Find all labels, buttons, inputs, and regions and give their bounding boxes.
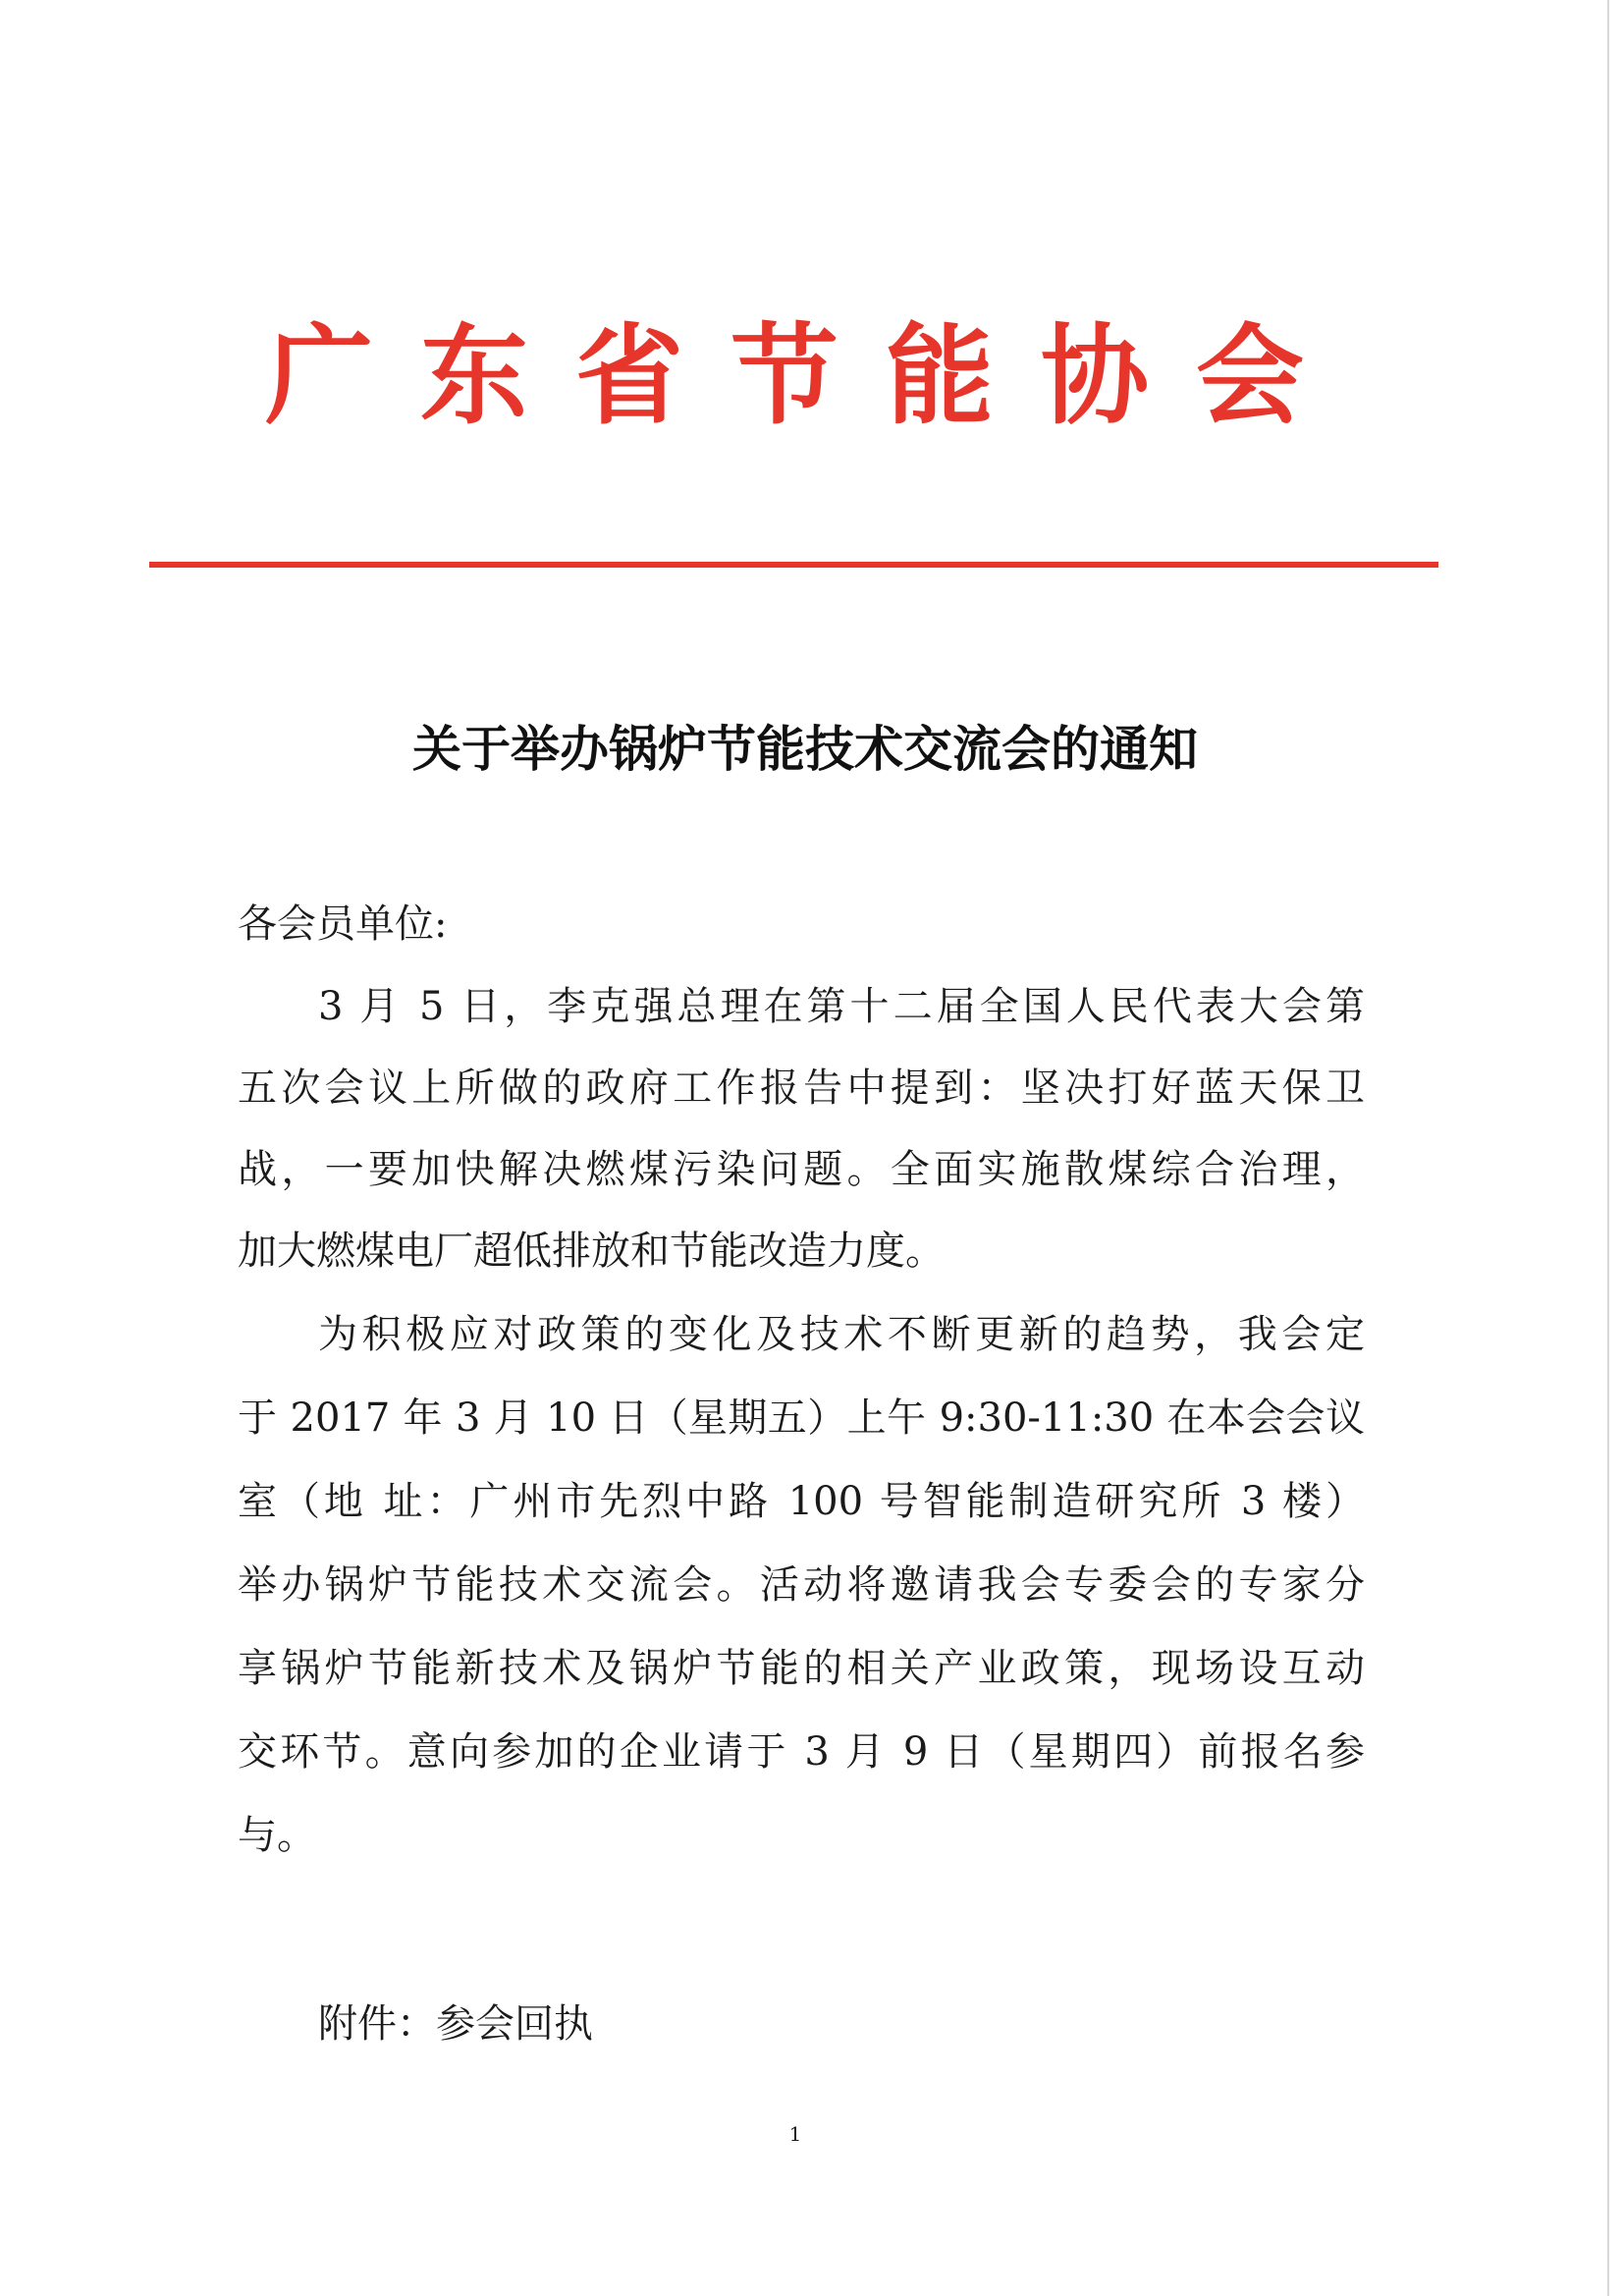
paragraph-1-line-1: 3 月 5 日，李克强总理在第十二届全国人民代表大会第	[318, 984, 1365, 1029]
salutation: 各会员单位:	[238, 902, 448, 947]
attachment-note: 附件：参会回执	[318, 2001, 593, 2047]
header-rule	[149, 562, 1438, 568]
paragraph-1-line-4: 加大燃煤电厂超低排放和节能改造力度。	[238, 1229, 945, 1274]
paragraph-2-line-5: 享锅炉节能新技术及锅炉节能的相关产业政策，现场设互动	[238, 1646, 1365, 1691]
document-title: 关于举办锅炉节能技术交流会的通知	[412, 721, 1198, 778]
paragraph-2-line-4: 举办锅炉节能技术交流会。活动将邀请我会专委会的专家分	[238, 1562, 1365, 1608]
page-number: 1	[788, 2122, 802, 2146]
paragraph-2-line-1: 为积极应对政策的变化及技术不断更新的趋势，我会定	[318, 1312, 1365, 1357]
paragraph-2-line-3: 室（地 址：广州市先烈中路 100 号智能制造研究所 3 楼）	[238, 1479, 1365, 1524]
paragraph-2-line-2: 于 2017 年 3 月 10 日（星期五）上午 9:30-11:30 在本会会议	[238, 1395, 1365, 1441]
organization-name: 广东省节能协会	[265, 313, 1351, 439]
paragraph-2-line-6: 交环节。意向参加的企业请于 3 月 9 日（星期四）前报名参	[238, 1729, 1365, 1775]
paragraph-1-line-3: 战，一要加快解决燃煤污染问题。全面实施散煤综合治理，	[238, 1147, 1365, 1192]
page-edge	[1607, 0, 1609, 2296]
paragraph-1-line-2: 五次会议上所做的政府工作报告中提到：坚决打好蓝天保卫	[238, 1066, 1365, 1111]
paragraph-2-line-7: 与。	[238, 1813, 316, 1858]
